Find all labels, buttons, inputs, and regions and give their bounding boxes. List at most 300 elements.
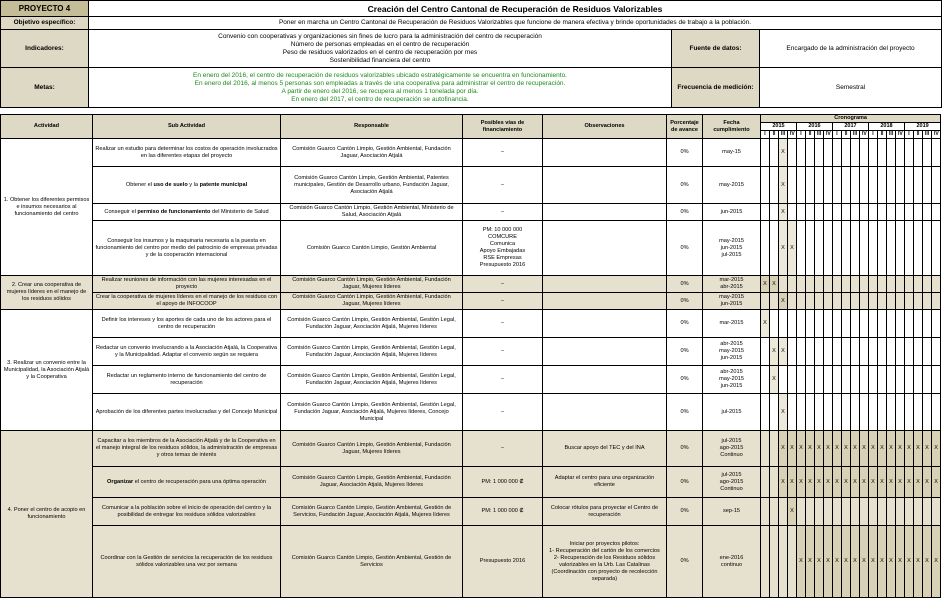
schedule-cell bbox=[923, 366, 932, 394]
quarter-header: IV bbox=[824, 131, 833, 139]
schedule-mark: X bbox=[932, 467, 941, 498]
schedule-cell bbox=[761, 431, 770, 467]
schedule-mark: X bbox=[887, 431, 896, 467]
sub-activity: Crear la cooperativa de mujeres líderes en el manejo de los residuos con el apoyo de INFOCOOP bbox=[93, 293, 281, 310]
sub-activity: Definir los intereses y los aportes de cada uno de los actores para el centro de recuperación bbox=[93, 310, 281, 338]
schedule-cell bbox=[833, 394, 842, 431]
financing: – bbox=[463, 310, 543, 338]
schedule-cell bbox=[806, 276, 815, 293]
schedule-cell bbox=[905, 221, 914, 276]
sub-activity: Organizar el centro de recuperación para una óptima operación bbox=[93, 467, 281, 498]
frequency-label: Frecuencia de medición: bbox=[672, 68, 760, 108]
schedule-cell bbox=[869, 394, 878, 431]
responsible: Comisión Guarco Cantón Limpio, Gestión Ambiental, Fundación Jaguar, Mujeres líderes bbox=[281, 431, 463, 467]
progress-value: 0% bbox=[667, 366, 703, 394]
financing: – bbox=[463, 394, 543, 431]
schedule-cell bbox=[923, 310, 932, 338]
schedule-cell bbox=[914, 167, 923, 204]
goals-label: Metas: bbox=[1, 68, 89, 108]
schedule-cell bbox=[887, 139, 896, 167]
quarter-header: I bbox=[761, 131, 770, 139]
schedule-cell bbox=[761, 204, 770, 221]
schedule-cell bbox=[878, 498, 887, 526]
quarter-header: I bbox=[905, 131, 914, 139]
schedule-cell bbox=[833, 310, 842, 338]
schedule-cell bbox=[932, 394, 941, 431]
schedule-cell bbox=[905, 394, 914, 431]
schedule-cell bbox=[869, 204, 878, 221]
schedule-mark: X bbox=[851, 431, 860, 467]
progress-value: 0% bbox=[667, 467, 703, 498]
schedule-cell bbox=[770, 221, 779, 276]
due-date: sep-15 bbox=[703, 498, 761, 526]
schedule-cell bbox=[869, 498, 878, 526]
table-row bbox=[1, 467, 941, 498]
schedule-cell bbox=[788, 139, 797, 167]
schedule-mark: X bbox=[905, 467, 914, 498]
schedule-mark: X bbox=[788, 431, 797, 467]
schedule-cell bbox=[905, 276, 914, 293]
schedule-cell bbox=[797, 310, 806, 338]
schedule-cell bbox=[932, 498, 941, 526]
responsible: Comisión Guarco Cantón Limpio, Gestión Ambiental, Patentes municipales, Gestión de Desarrollo urbano, Fundación Jaguar, Asociación Atjalá bbox=[281, 167, 463, 204]
responsible: Comisión Guarco Cantón Limpio, Gestión Ambiental bbox=[281, 221, 463, 276]
schedule-mark: X bbox=[824, 526, 833, 598]
schedule-cell bbox=[869, 221, 878, 276]
schedule-cell bbox=[869, 310, 878, 338]
schedule-cell bbox=[842, 498, 851, 526]
schedule-cell bbox=[797, 338, 806, 366]
objective-text: Poner en marcha un Centro Cantonal de Recuperación de Residuos Valorizables que funcione de manera efectiva y brinde oportunidades de trabajo a la población. bbox=[89, 17, 942, 30]
responsible: Comisión Guarco Cantón Limpio, Gestión Ambiental, Fundación Jaguar, Mujeres líderes bbox=[281, 293, 463, 310]
observations bbox=[543, 221, 667, 276]
schedule-cell bbox=[761, 221, 770, 276]
schedule-cell bbox=[860, 498, 869, 526]
schedule-cell bbox=[770, 167, 779, 204]
schedule-mark: X bbox=[923, 431, 932, 467]
schedule-mark: X bbox=[815, 526, 824, 598]
schedule-cell bbox=[797, 276, 806, 293]
goal-item: A partir de enero del 2016, se recupera al menos 1 tonelada por día. bbox=[281, 87, 479, 95]
schedule-cell bbox=[797, 366, 806, 394]
schedule-mark: X bbox=[770, 338, 779, 366]
progress-value: 0% bbox=[667, 310, 703, 338]
table-row bbox=[1, 366, 941, 394]
schedule-cell bbox=[932, 338, 941, 366]
schedule-cell bbox=[770, 498, 779, 526]
schedule-cell bbox=[761, 366, 770, 394]
schedule-cell bbox=[932, 167, 941, 204]
schedule-cell bbox=[788, 293, 797, 310]
due-date: jul-2015 bbox=[703, 394, 761, 431]
schedule-cell bbox=[905, 338, 914, 366]
schedule-mark: X bbox=[905, 526, 914, 598]
schedule-cell bbox=[824, 221, 833, 276]
schedule-cell bbox=[905, 167, 914, 204]
schedule-cell bbox=[896, 139, 905, 167]
financing: – bbox=[463, 204, 543, 221]
schedule-mark: X bbox=[779, 221, 788, 276]
schedule-cell bbox=[824, 498, 833, 526]
table-row bbox=[1, 310, 941, 338]
schedule-cell bbox=[905, 204, 914, 221]
schedule-cell bbox=[851, 276, 860, 293]
schedule-cell bbox=[824, 204, 833, 221]
table-row bbox=[1, 204, 941, 221]
schedule-cell bbox=[851, 394, 860, 431]
schedule-mark: X bbox=[905, 431, 914, 467]
quarter-header: III bbox=[887, 131, 896, 139]
schedule-cell bbox=[851, 293, 860, 310]
schedule-mark: X bbox=[770, 366, 779, 394]
schedule-mark: X bbox=[806, 526, 815, 598]
due-date: abr-2015 may-2015 jun-2015 bbox=[703, 366, 761, 394]
schedule-cell bbox=[896, 394, 905, 431]
schedule-cell bbox=[815, 394, 824, 431]
schedule-mark: X bbox=[770, 276, 779, 293]
schedule-cell bbox=[797, 167, 806, 204]
schedule-cell bbox=[833, 204, 842, 221]
schedule-cell bbox=[887, 167, 896, 204]
due-date: jul-2015 ago-2015 Continuo bbox=[703, 431, 761, 467]
schedule-mark: X bbox=[878, 467, 887, 498]
schedule-cell bbox=[842, 221, 851, 276]
schedule-mark: X bbox=[842, 467, 851, 498]
schedule-cell bbox=[806, 394, 815, 431]
schedule-mark: X bbox=[851, 526, 860, 598]
responsible: Comisión Guarco Cantón Limpio, Gestión Ambiental, Fundación Jaguar, Asociación Atjalá bbox=[281, 139, 463, 167]
schedule-mark: X bbox=[833, 526, 842, 598]
schedule-cell bbox=[860, 338, 869, 366]
responsible: Comisión Guarco Cantón Limpio, Gestión Ambiental, Gestión Legal, Fundación Jaguar, Asociación Atjalá, Mujeres líderes bbox=[281, 366, 463, 394]
schedule-cell bbox=[797, 204, 806, 221]
table-row bbox=[1, 394, 941, 431]
year-2015: 2015 bbox=[761, 123, 797, 131]
schedule-cell bbox=[788, 167, 797, 204]
schedule-mark: X bbox=[932, 431, 941, 467]
schedule-cell bbox=[770, 394, 779, 431]
schedule-cell bbox=[761, 498, 770, 526]
schedule-cell bbox=[932, 221, 941, 276]
schedule-cell bbox=[923, 167, 932, 204]
schedule-cell bbox=[815, 310, 824, 338]
schedule-mark: X bbox=[779, 139, 788, 167]
schedule-cell bbox=[770, 431, 779, 467]
schedule-cell bbox=[824, 338, 833, 366]
schedule-cell bbox=[806, 293, 815, 310]
schedule-cell bbox=[932, 276, 941, 293]
schedule-cell bbox=[806, 338, 815, 366]
due-date: jul-2015 ago-2015 Continuo bbox=[703, 467, 761, 498]
goal-item: En enero del 2016, el centro de recuperación de residuos valorizables ubicado estratégicamente se encuentra en funcionamiento. bbox=[193, 71, 567, 79]
schedule-cell bbox=[896, 204, 905, 221]
schedule-mark: X bbox=[914, 431, 923, 467]
schedule-cell bbox=[887, 366, 896, 394]
schedule-cell bbox=[806, 139, 815, 167]
schedule-mark: X bbox=[779, 431, 788, 467]
due-date: may-2015 jun-2015 bbox=[703, 293, 761, 310]
financing: Presupuesto 2016 bbox=[463, 526, 543, 598]
schedule-mark: X bbox=[887, 526, 896, 598]
quarter-header: II bbox=[878, 131, 887, 139]
schedule-cell bbox=[842, 338, 851, 366]
progress-value: 0% bbox=[667, 338, 703, 366]
schedule-cell bbox=[887, 204, 896, 221]
quarter-header: I bbox=[797, 131, 806, 139]
schedule-mark: X bbox=[878, 431, 887, 467]
schedule-cell bbox=[851, 366, 860, 394]
financing: – bbox=[463, 167, 543, 204]
schedule-mark: X bbox=[932, 526, 941, 598]
schedule-cell bbox=[815, 338, 824, 366]
schedule-cell bbox=[851, 204, 860, 221]
sub-activity: Redactar un convenio involucrando a la Asociación Atjalá, la Cooperativa y la Municipalidad. Adaptar el convenio según se requiera bbox=[93, 338, 281, 366]
schedule-cell bbox=[923, 221, 932, 276]
responsible: Comisión Guarco Cantón Limpio, Gestión Ambiental, Gestión de Servicios bbox=[281, 526, 463, 598]
schedule-mark: X bbox=[914, 467, 923, 498]
financing: PM: 1 000 000 ₡ bbox=[463, 467, 543, 498]
schedule-mark: X bbox=[869, 526, 878, 598]
schedule-cell bbox=[761, 293, 770, 310]
responsible: Comisión Guarco Cantón Limpio, Gestión Ambiental, Gestión Legal, Fundación Jaguar, Asociación Atjalá, Mujeres líderes bbox=[281, 338, 463, 366]
schedule-cell bbox=[860, 276, 869, 293]
schedule-cell bbox=[878, 394, 887, 431]
schedule-cell bbox=[887, 394, 896, 431]
schedule-cell bbox=[842, 293, 851, 310]
schedule-cell bbox=[914, 204, 923, 221]
indicator-item: Sostenibilidad financiera del centro bbox=[329, 56, 431, 64]
schedule-cell bbox=[770, 526, 779, 598]
goals-list bbox=[89, 68, 672, 108]
indicator-item: Peso de residuos valorizados en el centro de recuperación por mes bbox=[282, 48, 478, 56]
project-header bbox=[0, 0, 942, 108]
schedule-cell bbox=[860, 394, 869, 431]
schedule-cell bbox=[842, 204, 851, 221]
schedule-cell bbox=[860, 366, 869, 394]
quarter-header: II bbox=[806, 131, 815, 139]
schedule-cell bbox=[896, 293, 905, 310]
sub-activity: Aprobación de los diferentes partes involucradas y del Concejo Municipal bbox=[93, 394, 281, 431]
observations bbox=[543, 167, 667, 204]
sub-activity: Realizar reuniones de información con las mujeres interesadas en el proyecto bbox=[93, 276, 281, 293]
schedule-cell bbox=[815, 204, 824, 221]
schedule-cell bbox=[887, 310, 896, 338]
schedule-cell bbox=[806, 221, 815, 276]
schedule-cell bbox=[914, 276, 923, 293]
schedule-mark: X bbox=[761, 276, 770, 293]
quarter-header: IV bbox=[932, 131, 941, 139]
quarter-header: IV bbox=[788, 131, 797, 139]
schedule-cell bbox=[815, 293, 824, 310]
source-label: Fuente de datos: bbox=[672, 30, 760, 68]
frequency-value: Semestral bbox=[760, 68, 942, 108]
progress-value: 0% bbox=[667, 394, 703, 431]
schedule-mark: X bbox=[761, 310, 770, 338]
schedule-mark: X bbox=[797, 467, 806, 498]
schedule-cell bbox=[878, 293, 887, 310]
schedule-cell bbox=[797, 394, 806, 431]
schedule-cell bbox=[815, 498, 824, 526]
sub-activity: Comunicar a la población sobre el inicio de operación del centro y la posibilidad de entregar los residuos sólidos valorizables bbox=[93, 498, 281, 526]
schedule-cell bbox=[788, 394, 797, 431]
schedule-cell bbox=[788, 526, 797, 598]
table-row bbox=[1, 431, 941, 467]
quarter-header: I bbox=[833, 131, 842, 139]
schedule-cell bbox=[860, 293, 869, 310]
quarter-header: III bbox=[815, 131, 824, 139]
progress-value: 0% bbox=[667, 167, 703, 204]
table-row bbox=[1, 221, 941, 276]
schedule-cell bbox=[887, 498, 896, 526]
schedule-cell bbox=[887, 276, 896, 293]
schedule-mark: X bbox=[779, 394, 788, 431]
responsible: Comisión Guarco Cantón Limpio, Gestión Ambiental, Gestión Legal, Fundación Jaguar, Asociación Atjalá, Mujeres líderes bbox=[281, 310, 463, 338]
schedule-cell bbox=[842, 394, 851, 431]
observations: Iniciar por proyectos pilotos: 1- Recuperación del cartón de los comercios 2- Recuperación de los Residuos sólidos valorizables en la Urb. Las Catalinas (Coordinación con proyecto de recolección separada) bbox=[543, 526, 667, 598]
schedule-cell bbox=[842, 139, 851, 167]
financing: – bbox=[463, 276, 543, 293]
schedule-cell bbox=[905, 139, 914, 167]
schedule-cell bbox=[806, 167, 815, 204]
col-schedule: Cronograma bbox=[761, 115, 941, 123]
sub-activity: Capacitar a los miembros de la Asociación Atjalá y de la Cooperativa en el manejo integral de los residuos sólidos, la administración de empresas y otros temas de interés bbox=[93, 431, 281, 467]
schedule-cell bbox=[761, 167, 770, 204]
schedule-cell bbox=[815, 139, 824, 167]
year-2016: 2016 bbox=[797, 123, 833, 131]
quarter-header: III bbox=[851, 131, 860, 139]
schedule-cell bbox=[932, 366, 941, 394]
quarter-header: I bbox=[869, 131, 878, 139]
col-financing: Posibles vías de financiamiento bbox=[463, 115, 543, 139]
financing: – bbox=[463, 431, 543, 467]
schedule-mark: X bbox=[923, 526, 932, 598]
sub-activity: Conseguir el permiso de funcionamiento del Ministerio de Salud bbox=[93, 204, 281, 221]
schedule-cell bbox=[779, 498, 788, 526]
col-sub-activity: Sub Actividad bbox=[93, 115, 281, 139]
schedule-cell bbox=[797, 498, 806, 526]
schedule-cell bbox=[824, 293, 833, 310]
schedule-cell bbox=[824, 310, 833, 338]
schedule-cell bbox=[770, 204, 779, 221]
schedule-cell bbox=[914, 221, 923, 276]
schedule-cell bbox=[824, 139, 833, 167]
schedule-cell bbox=[932, 204, 941, 221]
schedule-mark: X bbox=[869, 467, 878, 498]
schedule-cell bbox=[932, 310, 941, 338]
project-tag: PROYECTO 4 bbox=[1, 1, 89, 17]
due-date: may-2015 jun-2015 jul-2015 bbox=[703, 221, 761, 276]
schedule-mark: X bbox=[896, 467, 905, 498]
schedule-mark: X bbox=[878, 526, 887, 598]
schedule-cell bbox=[887, 221, 896, 276]
goal-item: En enero del 2016, al menos 5 personas son empleadas a través de una cooperativa para administrar el centro de recuperación. bbox=[194, 79, 566, 87]
schedule-cell bbox=[905, 498, 914, 526]
indicators-label: Indicadores: bbox=[1, 30, 89, 68]
schedule-cell bbox=[896, 276, 905, 293]
schedule-cell bbox=[833, 366, 842, 394]
schedule-mark: X bbox=[815, 467, 824, 498]
financing: – bbox=[463, 293, 543, 310]
due-date: may-2015 bbox=[703, 167, 761, 204]
col-date: Fecha cumplimiento bbox=[703, 115, 761, 139]
schedule-cell bbox=[896, 167, 905, 204]
schedule-mark: X bbox=[797, 526, 806, 598]
schedule-cell bbox=[896, 338, 905, 366]
progress-value: 0% bbox=[667, 221, 703, 276]
schedule-cell bbox=[932, 139, 941, 167]
schedule-cell bbox=[878, 221, 887, 276]
schedule-mark: X bbox=[824, 431, 833, 467]
quarter-header: II bbox=[914, 131, 923, 139]
schedule-cell bbox=[932, 293, 941, 310]
schedule-cell bbox=[851, 221, 860, 276]
schedule-cell bbox=[923, 139, 932, 167]
schedule-cell bbox=[905, 366, 914, 394]
objective-label: Objetivo específico: bbox=[1, 17, 89, 30]
schedule-cell bbox=[842, 366, 851, 394]
schedule-mark: X bbox=[851, 467, 860, 498]
schedule-cell bbox=[815, 276, 824, 293]
financing: PM: 10 000 000 COMCURE Comunica Apoyo Embajadas RSE Empresas Presupuesto 2016 bbox=[463, 221, 543, 276]
quarter-header: II bbox=[770, 131, 779, 139]
schedule-cell bbox=[797, 221, 806, 276]
schedule-cell bbox=[923, 394, 932, 431]
financing: – bbox=[463, 366, 543, 394]
schedule-mark: X bbox=[833, 467, 842, 498]
responsible: Comisión Guarco Cantón Limpio, Gestión Ambiental, Fundación Jaguar, Asociación Atjalá, Mujeres líderes bbox=[281, 467, 463, 498]
financing: – bbox=[463, 139, 543, 167]
schedule-mark: X bbox=[788, 221, 797, 276]
schedule-cell bbox=[806, 310, 815, 338]
schedule-cell bbox=[842, 276, 851, 293]
schedule-mark: X bbox=[779, 204, 788, 221]
schedule-cell bbox=[770, 467, 779, 498]
schedule-cell bbox=[770, 139, 779, 167]
schedule-mark: X bbox=[896, 431, 905, 467]
schedule-cell bbox=[878, 139, 887, 167]
schedule-cell bbox=[869, 276, 878, 293]
observations: Buscar apoyo del TEC y del INA bbox=[543, 431, 667, 467]
due-date: jun-2015 bbox=[703, 204, 761, 221]
schedule-cell bbox=[896, 310, 905, 338]
schedule-cell bbox=[860, 167, 869, 204]
schedule-cell bbox=[851, 338, 860, 366]
schedule-cell bbox=[851, 498, 860, 526]
schedule-cell bbox=[851, 167, 860, 204]
observations bbox=[543, 394, 667, 431]
schedule-mark: X bbox=[815, 431, 824, 467]
sub-activity: Realizar un estudio para determinar los costos de operación involucrados en las diferentes etapas del proyecto bbox=[93, 139, 281, 167]
schedule-cell bbox=[833, 139, 842, 167]
schedule-mark: X bbox=[923, 467, 932, 498]
schedule-cell bbox=[842, 167, 851, 204]
schedule-cell bbox=[833, 276, 842, 293]
schedule-mark: X bbox=[914, 526, 923, 598]
schedule-cell bbox=[788, 338, 797, 366]
due-date: may-15 bbox=[703, 139, 761, 167]
schedule-cell bbox=[788, 204, 797, 221]
schedule-cell bbox=[824, 167, 833, 204]
table-row bbox=[1, 293, 941, 310]
schedule-mark: X bbox=[860, 431, 869, 467]
schedule-cell bbox=[914, 310, 923, 338]
financing: PM: 1 000 000 ₡ bbox=[463, 498, 543, 526]
schedule-mark: X bbox=[779, 293, 788, 310]
schedule-cell bbox=[878, 310, 887, 338]
schedule-cell bbox=[887, 338, 896, 366]
schedule-cell bbox=[905, 310, 914, 338]
due-date: mar-2015 bbox=[703, 310, 761, 338]
